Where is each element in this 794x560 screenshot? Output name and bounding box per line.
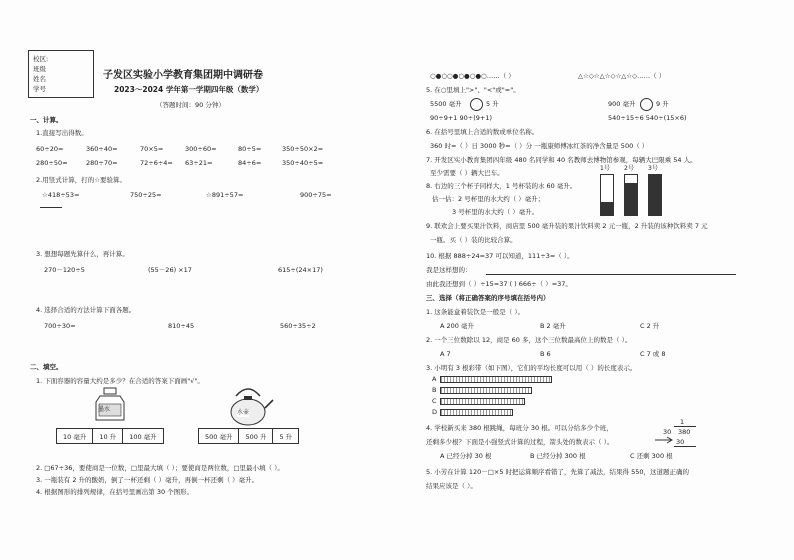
ink-bottle-icon — [90, 386, 130, 424]
q1-2-prompt: 2.用竖式计算，打的☆要验算。 — [36, 176, 127, 184]
compare-1-right: 5 升 — [486, 100, 499, 108]
fill-q6-items: 360 时=（ ）日 3000 秒=（ ）分 一瓶康师傅冰红茶的净含量是 500（ ） — [430, 142, 649, 150]
bar-label: C — [432, 397, 437, 405]
calc-item: 80÷5= — [238, 145, 262, 153]
choice-q5-cont: 结果应该是（ ）。 — [426, 482, 477, 490]
school-title: 子发区实验小学教育集团期中调研卷 — [103, 70, 263, 81]
term-title: 2023～2024 学年第一学期四年级（数学） — [114, 85, 264, 94]
choice-option[interactable]: C 2 升 — [640, 322, 660, 330]
ribbon-bar — [440, 376, 552, 383]
choice-option[interactable]: B 2 毫升 — [540, 322, 566, 330]
kettle-options-table — [198, 428, 299, 444]
compare-1-left: 5500 毫升 — [430, 100, 462, 108]
section-3-heading: 三、选择（将正确答案的序号填在括号内） — [426, 294, 550, 302]
fill-q6: 6. 在括号里填上合适的数或单位名称。 — [426, 128, 539, 136]
calc-item: 360÷40= — [86, 145, 118, 153]
arrow-right-icon — [654, 436, 674, 444]
fill-q10-reasoning: 我是这样想的： — [426, 266, 472, 274]
calc-item: 280÷70= — [86, 159, 118, 167]
calc-item: 300÷60= — [185, 145, 217, 153]
choice-option[interactable]: C 还剩 300 根 — [630, 452, 673, 460]
vertical-calc-item: ☆891÷57= — [206, 191, 244, 199]
calc-item: 84÷6= — [238, 159, 262, 167]
choose-calc-item: 700÷30= — [44, 322, 76, 330]
fill-q8-cup2: 估一估：2 号杯里的水大约（ ）毫升； — [432, 195, 545, 203]
q1-3-prompt: 3. 想想每题先算什么，再计算。 — [36, 250, 129, 258]
choice-q2: 2. 一个三位数除以 12，商是 60 多，这个三位数最高位上的数是（ ）。 — [426, 336, 632, 344]
calc-item: 350÷50×2= — [282, 145, 324, 153]
cup-label: 2号 — [624, 165, 634, 172]
calc-item: 350÷40÷5≈ — [282, 159, 324, 167]
reasoning-line[interactable] — [486, 274, 736, 275]
student-id-label: 学号 — [33, 85, 46, 93]
division-quotient: 1 — [680, 418, 685, 426]
division-divisor: 30 — [663, 428, 672, 436]
cup-1 — [600, 174, 614, 216]
choice-option[interactable]: C 7 或 8 — [640, 350, 666, 358]
choice-q4-cont: 还剩多少根？下面是小强竖式计算的过程，箭头处的数表示（ ）。 — [426, 438, 614, 446]
class-label: 班级 — [33, 65, 46, 73]
choice-option[interactable]: B 6 — [540, 350, 551, 358]
vertical-calc-item: 750÷25= — [130, 191, 162, 199]
time-note: （答题时间：90 分钟） — [156, 101, 225, 109]
campus-label: 校区: — [33, 55, 49, 63]
compare-circle[interactable] — [640, 98, 653, 111]
fill-q7-answer: 至少需要（ ）辆大巴车。 — [430, 169, 504, 177]
choice-q5: 5. 小芳在计算 120－□×5 时把运算顺序看错了，先算了减法，结果得 550，这道题正确的 — [426, 468, 690, 476]
q1-1-prompt: 1.直接写出得数。 — [36, 129, 88, 137]
cup-2 — [624, 174, 638, 216]
compare-2-right: 9 升 — [656, 100, 669, 108]
cup-fill — [601, 202, 613, 215]
fill-q10-extension: 由此我还想到（ ）÷15=37 ( ) 666÷（ ）=37。 — [426, 280, 572, 288]
calc-item: 70×5= — [140, 145, 164, 153]
cup-label: 1号 — [600, 165, 610, 172]
ribbon-bar — [440, 387, 532, 394]
fill-q1: 1. 下面容器的容量大约是多少？在合适的答案下面画"√"。 — [36, 377, 204, 385]
bar-label: B — [432, 386, 437, 394]
fill-q3: 3. 一瓶装有 2 升的酸奶，倒了一杯还剩（ ）毫升，再倒一杯还剩（ ）毫升。 — [36, 476, 259, 484]
division-bracket-line — [674, 426, 696, 427]
division-dividend: 380 — [678, 428, 691, 436]
fill-q8: 8. 右边的三个杯子同样大，1 号杯装的水 60 毫升。 — [426, 182, 577, 190]
division-rule-line — [674, 446, 696, 447]
section-2-heading: 二、填空。 — [30, 363, 63, 371]
ink-options-table — [56, 428, 164, 444]
fill-q10: 10. 根据 888÷24=37 可以知道，111÷3=（ ）。 — [426, 252, 574, 260]
pattern-sequence-2: △☆◇☆△☆◇☆△☆◇……（ ） — [578, 72, 666, 80]
choice-option[interactable]: A 已经分掉 30 根 — [440, 452, 492, 460]
choice-q1: 1. 这条能盒着装饮是一般是（ ）。 — [426, 308, 525, 316]
vertical-calc-item: ☆418÷53= — [42, 191, 80, 199]
division-subtrahend: 30 — [676, 438, 685, 446]
option-cell[interactable]: 500 升 — [239, 429, 273, 444]
compare-circle[interactable] — [470, 98, 483, 111]
option-cell[interactable]: 10 升 — [93, 429, 123, 444]
mixed-calc-item: (55－26) ×17 — [148, 266, 192, 274]
compare-3: 90÷9+1 90÷(9+1) — [430, 114, 493, 122]
q1-4-prompt: 4. 选择合适的方法计算下面各题。 — [36, 306, 136, 314]
mixed-calc-item: 270－120÷5 — [44, 266, 85, 274]
choice-q4: 4. 学校新买来 380 根跳绳，每班分 30 根。可以分给多少个班， — [426, 424, 613, 432]
fill-q2: 2. □67÷36，要使商是一位数，□里最大填（ ）；要使商是两位数，□里最小填（ ）。 — [36, 464, 284, 472]
check-line — [40, 207, 62, 208]
fill-q4: 4. 根据图形的排列规律，在括号里画出第 30 个图形。 — [36, 488, 194, 496]
calc-item: 63÷21= — [185, 159, 213, 167]
compare-2-left: 900 毫升 — [608, 100, 636, 108]
student-info-box — [28, 50, 94, 98]
bar-label: D — [432, 408, 438, 416]
section-1-heading: 一、计算。 — [30, 116, 63, 124]
mixed-calc-item: 615÷(24×17) — [278, 266, 323, 274]
choose-calc-item: 560÷35÷2 — [280, 322, 316, 330]
calc-item: 72÷6÷4= — [140, 159, 173, 167]
cup-fill — [625, 183, 637, 215]
calc-item: 280÷50≈ — [36, 159, 68, 167]
ribbon-bar — [440, 398, 525, 405]
compare-4: 540÷15÷6 540÷(15×6) — [608, 114, 687, 122]
kettle-icon — [222, 382, 274, 428]
vertical-calc-item: 900÷75= — [300, 191, 332, 199]
ribbon-bar — [440, 409, 513, 416]
ink-label: 墨水 — [98, 406, 111, 413]
cup-fill — [649, 175, 661, 215]
kettle-label: 水壶 — [237, 409, 250, 416]
pattern-sequence-1: ○●○○●○●○●○……（ ） — [430, 72, 515, 80]
option-cell[interactable]: 500 毫升 — [199, 429, 239, 444]
option-cell[interactable]: 10 毫升 — [57, 429, 93, 444]
cup-3 — [648, 174, 662, 216]
choice-option[interactable]: A 200 毫升 — [440, 322, 474, 330]
fill-q7: 7. 开发区实小教育集团四年级 480 名同学和 40 名教师去博物馆参观，每辆大巴限乘 54 人。 — [426, 156, 697, 164]
option-cell[interactable]: 5 升 — [273, 429, 299, 444]
choose-calc-item: 810÷45 — [168, 322, 195, 330]
calc-item: 60÷20= — [36, 145, 64, 153]
cup-label: 3号 — [648, 165, 658, 172]
name-label: 姓名 — [33, 75, 46, 83]
bar-label: A — [432, 375, 437, 383]
fill-q9: 9. 联欢会上要买果汁饮料，商店里 500 毫升装的果汁饮料卖 2 元一瓶，2 升装的该种饮料卖 7 元 — [426, 222, 708, 230]
choice-option[interactable]: B 已经分掉 300 根 — [530, 452, 586, 460]
option-cell[interactable]: 100 毫升 — [123, 429, 163, 444]
choice-q3: 3. 小明有 3 根彩带（如下图），它们的平均长度可以用（ ）的长度表示。 — [426, 364, 637, 372]
fill-q8-cup3: 3 号杯里的水大约（ ）毫升。 — [452, 208, 539, 216]
fill-q9-answer: 一瓶。买（ ）装的比较合算。 — [430, 236, 517, 244]
choice-option[interactable]: A 7 — [440, 350, 451, 358]
fill-q5: 5. 在○里填上">"、"<"或"="。 — [426, 86, 520, 94]
